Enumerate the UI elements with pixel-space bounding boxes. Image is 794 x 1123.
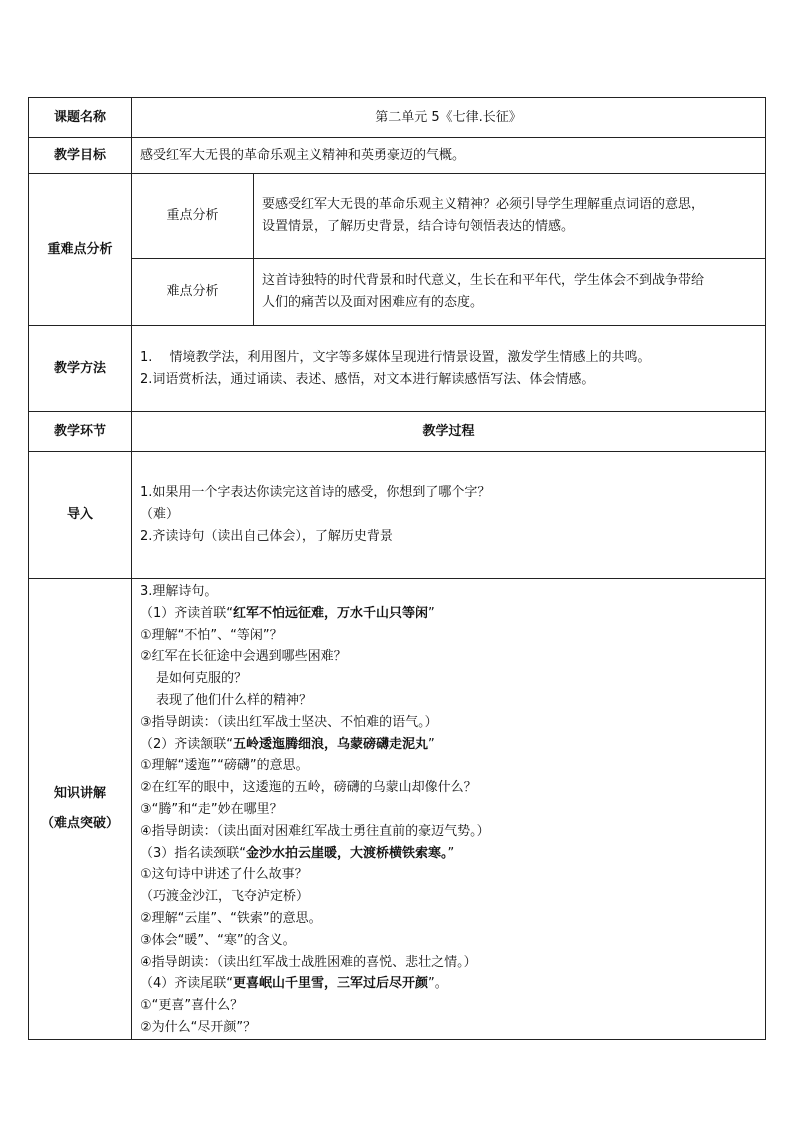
verse-text: 五岭逶迤腾细浪，乌蒙磅礴走泥丸 bbox=[233, 736, 429, 752]
row-method bbox=[29, 326, 766, 412]
knowledge-line: ②理解“云崖”、“铁索”的意思。 bbox=[140, 910, 322, 926]
lesson-plan-table bbox=[28, 97, 766, 1040]
verse-text: 金沙水拍云崖暖，大渡桥横铁索寒。 bbox=[246, 845, 448, 861]
row-key-analysis bbox=[29, 174, 766, 259]
analysis-label: 重难点分析 bbox=[29, 174, 132, 326]
knowledge-line: ①理解“不怕”、“等闲”？ bbox=[140, 627, 283, 643]
intro-line: 1.如果用一个字表达你读完这首诗的感受，你想到了哪个字？ bbox=[140, 485, 491, 500]
knowledge-label: 知识讲解 bbox=[53, 785, 106, 801]
title-value: 第二单元 5《七律.长征》 bbox=[132, 98, 766, 138]
row-header bbox=[29, 412, 766, 452]
knowledge-line bbox=[140, 973, 759, 995]
knowledge-line: ①这句诗中讲述了什么故事？ bbox=[140, 867, 308, 883]
process-header: 教学过程 bbox=[132, 412, 766, 452]
knowledge-line: ④指导朗读：（读出面对困难红军战士勇往直前的豪迈气势。） bbox=[140, 823, 490, 839]
key-analysis-text bbox=[254, 174, 766, 259]
verse-text: 更喜岷山千里雪，三军过后尽开颜 bbox=[233, 976, 429, 992]
verse-close: ” bbox=[428, 605, 435, 621]
row-title bbox=[29, 98, 766, 138]
knowledge-line: 是如何克服的？ bbox=[156, 671, 248, 687]
difficulty-analysis-line: 这首诗独特的时代背景和时代意义，生长在和平年代，学生体会不到战争带给 bbox=[262, 273, 705, 288]
method-text bbox=[132, 326, 766, 412]
key-analysis-line: 设置情景，了解历史背景，结合诗句领悟表达的情感。 bbox=[262, 219, 575, 234]
knowledge-line: ③体会“暖”、“寒”的含义。 bbox=[140, 932, 296, 948]
knowledge-line: ②红军在长征途中会遇到哪些困难？ bbox=[140, 649, 347, 665]
knowledge-sublabel: （难点突破） bbox=[40, 815, 119, 831]
difficulty-analysis-text bbox=[254, 259, 766, 326]
verse-intro: （1）齐读首联“ bbox=[140, 605, 234, 621]
verse-close: ”。 bbox=[428, 976, 448, 992]
verse-close: ” bbox=[428, 736, 435, 752]
verse-close: ” bbox=[447, 845, 455, 861]
knowledge-line: 表现了他们什么样的精神？ bbox=[156, 692, 313, 708]
knowledge-line: ②在红军的眼中，这逶迤的五岭，磅礴的乌蒙山却像什么？ bbox=[140, 780, 477, 796]
intro-line: （难） bbox=[140, 507, 180, 522]
knowledge-line: ④指导朗读：（读出红军战士战胜困难的喜悦、悲壮之情。） bbox=[140, 954, 477, 970]
method-line: 2.词语赏析法，通过诵读、表述、感悟，对文本进行解读感悟写法、体会情感。 bbox=[140, 371, 595, 387]
difficulty-analysis-line: 人们的痛苦以及面对困难应有的态度。 bbox=[262, 295, 484, 310]
row-knowledge bbox=[29, 579, 766, 1040]
goal-label: 教学目标 bbox=[29, 138, 132, 174]
knowledge-line: 3.理解诗句。 bbox=[140, 584, 218, 599]
knowledge-line bbox=[140, 603, 759, 625]
intro-label: 导入 bbox=[29, 452, 132, 579]
method-line: 1. 情境教学法，利用图片，文字等多媒体呈现进行情景设置，激发学生情感上的共鸣。 bbox=[140, 349, 651, 365]
method-label: 教学方法 bbox=[29, 326, 132, 412]
difficulty-analysis-label: 难点分析 bbox=[132, 259, 254, 326]
verse-intro: （2）齐读颔联“ bbox=[140, 736, 234, 752]
row-intro bbox=[29, 452, 766, 579]
key-analysis-label: 重点分析 bbox=[132, 174, 254, 259]
knowledge-line: ②为什么“尽开颜”？ bbox=[140, 1019, 257, 1035]
knowledge-line bbox=[140, 843, 759, 865]
title-label: 课题名称 bbox=[29, 98, 132, 138]
verse-text: 红军不怕远征难，万水千山只等闲 bbox=[233, 605, 429, 621]
intro-line: 2.齐读诗句（读出自己体会），了解历史背景 bbox=[140, 529, 393, 544]
intro-text bbox=[132, 452, 766, 579]
row-goal bbox=[29, 138, 766, 174]
verse-intro: （4）齐读尾联“ bbox=[140, 976, 234, 992]
verse-intro: （3）指名读颈联“ bbox=[140, 845, 247, 861]
row-difficulty-analysis bbox=[29, 259, 766, 326]
knowledge-text bbox=[132, 579, 766, 1040]
stage-header: 教学环节 bbox=[29, 412, 132, 452]
knowledge-line: ①理解“逶迤”“磅礴”的意思。 bbox=[140, 758, 309, 774]
key-analysis-line: 要感受红军大无畏的革命乐观主义精神？必须引导学生理解重点词语的意思， bbox=[262, 197, 705, 212]
goal-value: 感受红军大无畏的革命乐观主义精神和英勇豪迈的气概。 bbox=[132, 138, 766, 174]
knowledge-line: （巧渡金沙江，飞夺泸定桥） bbox=[140, 889, 310, 905]
knowledge-line bbox=[140, 734, 759, 756]
knowledge-line: ③“腾”和“走”妙在哪里？ bbox=[140, 801, 283, 817]
knowledge-label-cell bbox=[29, 579, 132, 1040]
knowledge-line: ③指导朗读：（读出红军战士坚决、不怕难的语气。） bbox=[140, 714, 438, 730]
knowledge-line: ①“更喜”喜什么？ bbox=[140, 998, 244, 1014]
